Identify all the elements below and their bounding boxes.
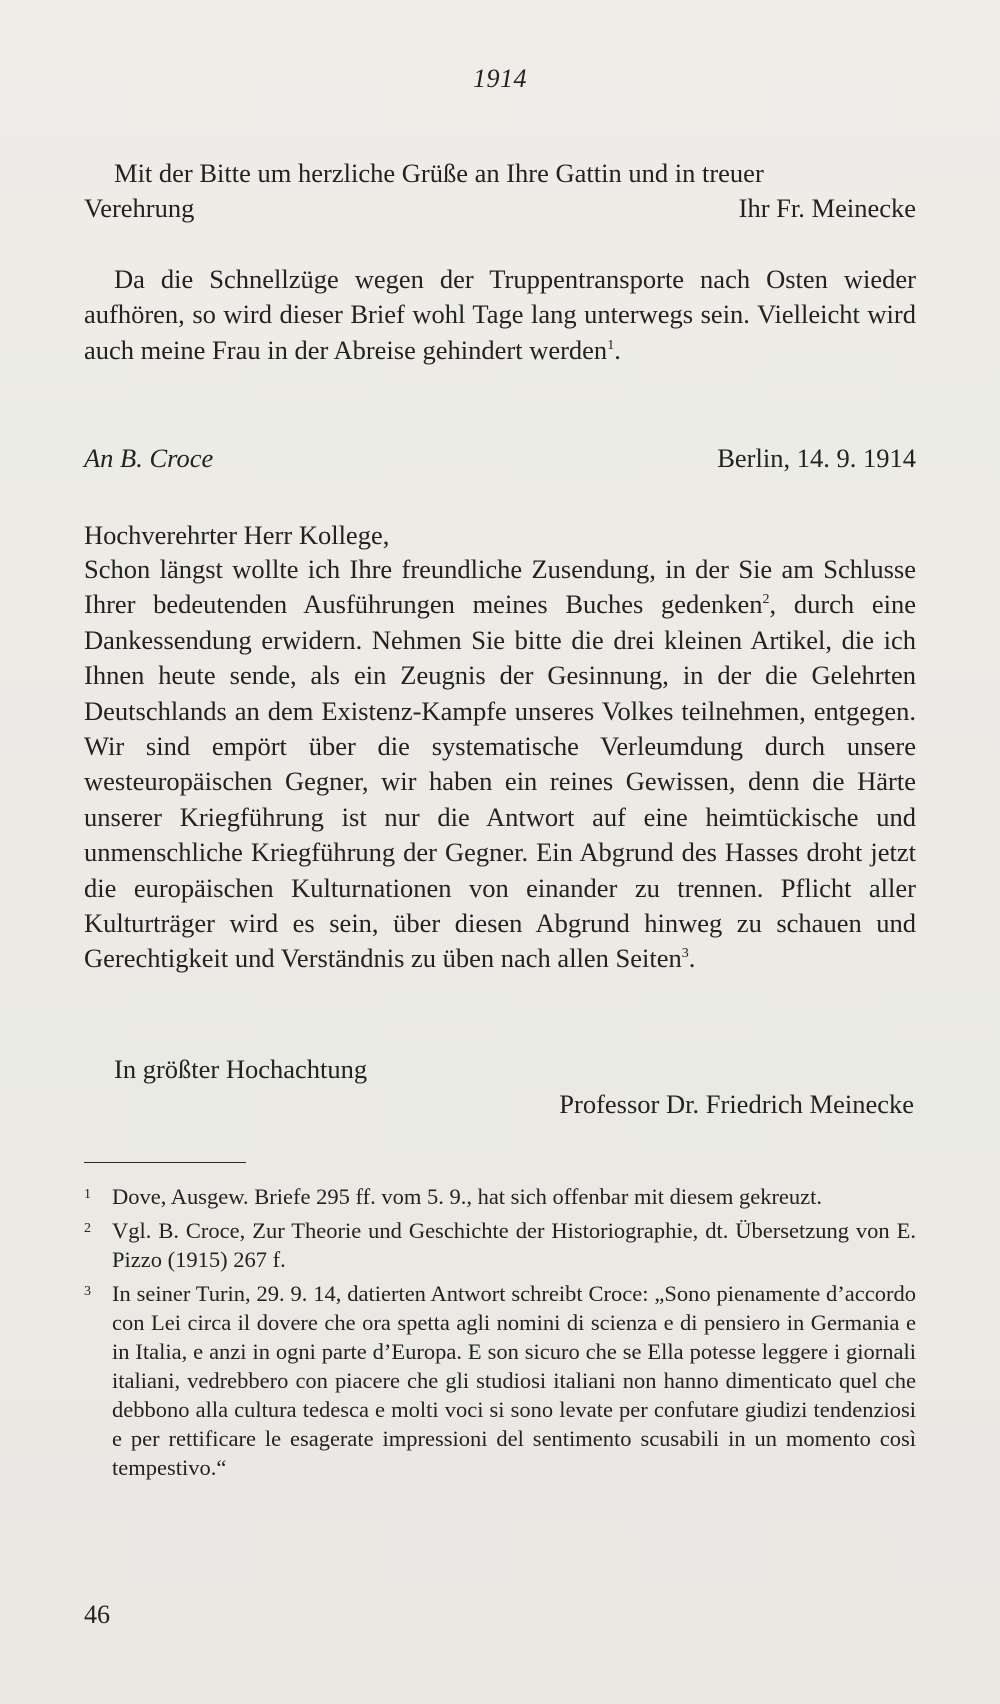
body-text-part1: Schon längst wollte ich Ihre freundliche Zusendung, in der Sie am Schlusse Ihrer bedeutenden Ausführungen meines Buches gedenken — [84, 554, 916, 620]
postscript-text: Da die Schnellzüge wegen der Truppentransporte nach Osten wieder aufhören, so wird dieser Brief wohl Tage lang unterwegs sein. Vielleicht wird auch meine Frau in der Abreise gehindert werden — [84, 264, 916, 365]
letter-body — [84, 552, 916, 977]
footnote-number: 2 — [84, 1221, 91, 1236]
postscript-paragraph — [84, 262, 916, 368]
footnote-2 — [84, 1216, 916, 1274]
postscript-end: . — [614, 334, 621, 365]
footnote-number: 1 — [84, 1187, 91, 1202]
footnote-ref-2: 2 — [762, 592, 770, 608]
letter-signature: Professor Dr. Friedrich Meinecke — [559, 1089, 914, 1119]
previous-letter-closing — [84, 156, 916, 227]
footnote-1 — [84, 1182, 916, 1211]
body-text-end: . — [688, 943, 696, 974]
letter-closing: In größter Hochachtung — [114, 1054, 368, 1084]
footnote-ref-3: 3 — [681, 946, 689, 962]
closing-word: Verehrung — [84, 193, 195, 224]
letter-body-paragraph — [84, 552, 916, 977]
footnote-ref-1: 1 — [607, 337, 615, 353]
letter-salutation: Hochverehrter Herr Kollege, — [84, 520, 390, 550]
letter-place-date: Berlin, 14. 9. 1914 — [717, 443, 916, 473]
running-header-year: 1914 — [473, 64, 527, 93]
letter-recipient: An B. Croce — [84, 443, 214, 473]
closing-line: Mit der Bitte um herzliche Grüße an Ihre Gattin und in treuer — [114, 158, 764, 188]
footnotes — [84, 1182, 916, 1482]
postscript — [84, 262, 916, 368]
page-number: 46 — [84, 1600, 110, 1629]
footnote-divider — [84, 1162, 246, 1163]
footnote-number: 3 — [84, 1284, 91, 1299]
closing-signature: Ihr Fr. Meinecke — [738, 193, 916, 224]
body-text-part2: , durch eine Dankessendung erwidern. Nehmen Sie bitte die drei kleinen Artikel, die ich Ihnen heute sende, als ein Zeugnis der Gesinnung, in der die Gelehrten Deutschlands an dem Existenz-Kampfe unseres Volkes teilnehmen, entgegen. Wir sind empört über die systematische Verleumdung durch unsere westeuropäischen Gegner, wir haben ein reines Gewissen, denn die Härte unserer Kriegführung ist nur die Antwort auf eine heimtückische und unmenschliche Kriegführung der Gegner. Ein Abgrund des Hasses droht jetzt die europäischen Kulturnationen von einander zu trennen. Pflicht aller Kulturträger wird es sein, über diesen Abgrund hinweg zu schauen und Gerechtigkeit und Verständnis zu üben nach allen Seiten — [84, 589, 916, 974]
footnote-text: Vgl. B. Croce, Zur Theorie und Geschichte der Historiographie, dt. Übersetzung von E. Pizzo (1915) 267 f. — [112, 1218, 916, 1272]
footnote-text: Dove, Ausgew. Briefe 295 ff. vom 5. 9., hat sich offenbar mit diesem gekreuzt. — [112, 1184, 823, 1209]
closing-signature-line — [84, 191, 916, 226]
footnote-3 — [84, 1279, 916, 1482]
letter-dateline — [84, 441, 916, 476]
footnote-text: In seiner Turin, 29. 9. 14, datierten Antwort schreibt Croce: „Sono pienamente d’accordo con Lei circa il dovere che ora spetta agli nomini di scienza e di pensiero in Germania e in Italia, e anzi in ogni parte d’Europa. E son sicuro che se Ella potesse leggere i giornali italiani, vedrebbero con piacere che gli studiosi italiani non hanno dimenticato quel che debbono alla cultura tedesca e molti voci si sono levate per confutare giudizi tendenziosi e per rettificare le esagerate impressioni del sentimento scusabili in un momento così tempestivo.“ — [112, 1281, 916, 1480]
dateline-row — [84, 441, 916, 476]
